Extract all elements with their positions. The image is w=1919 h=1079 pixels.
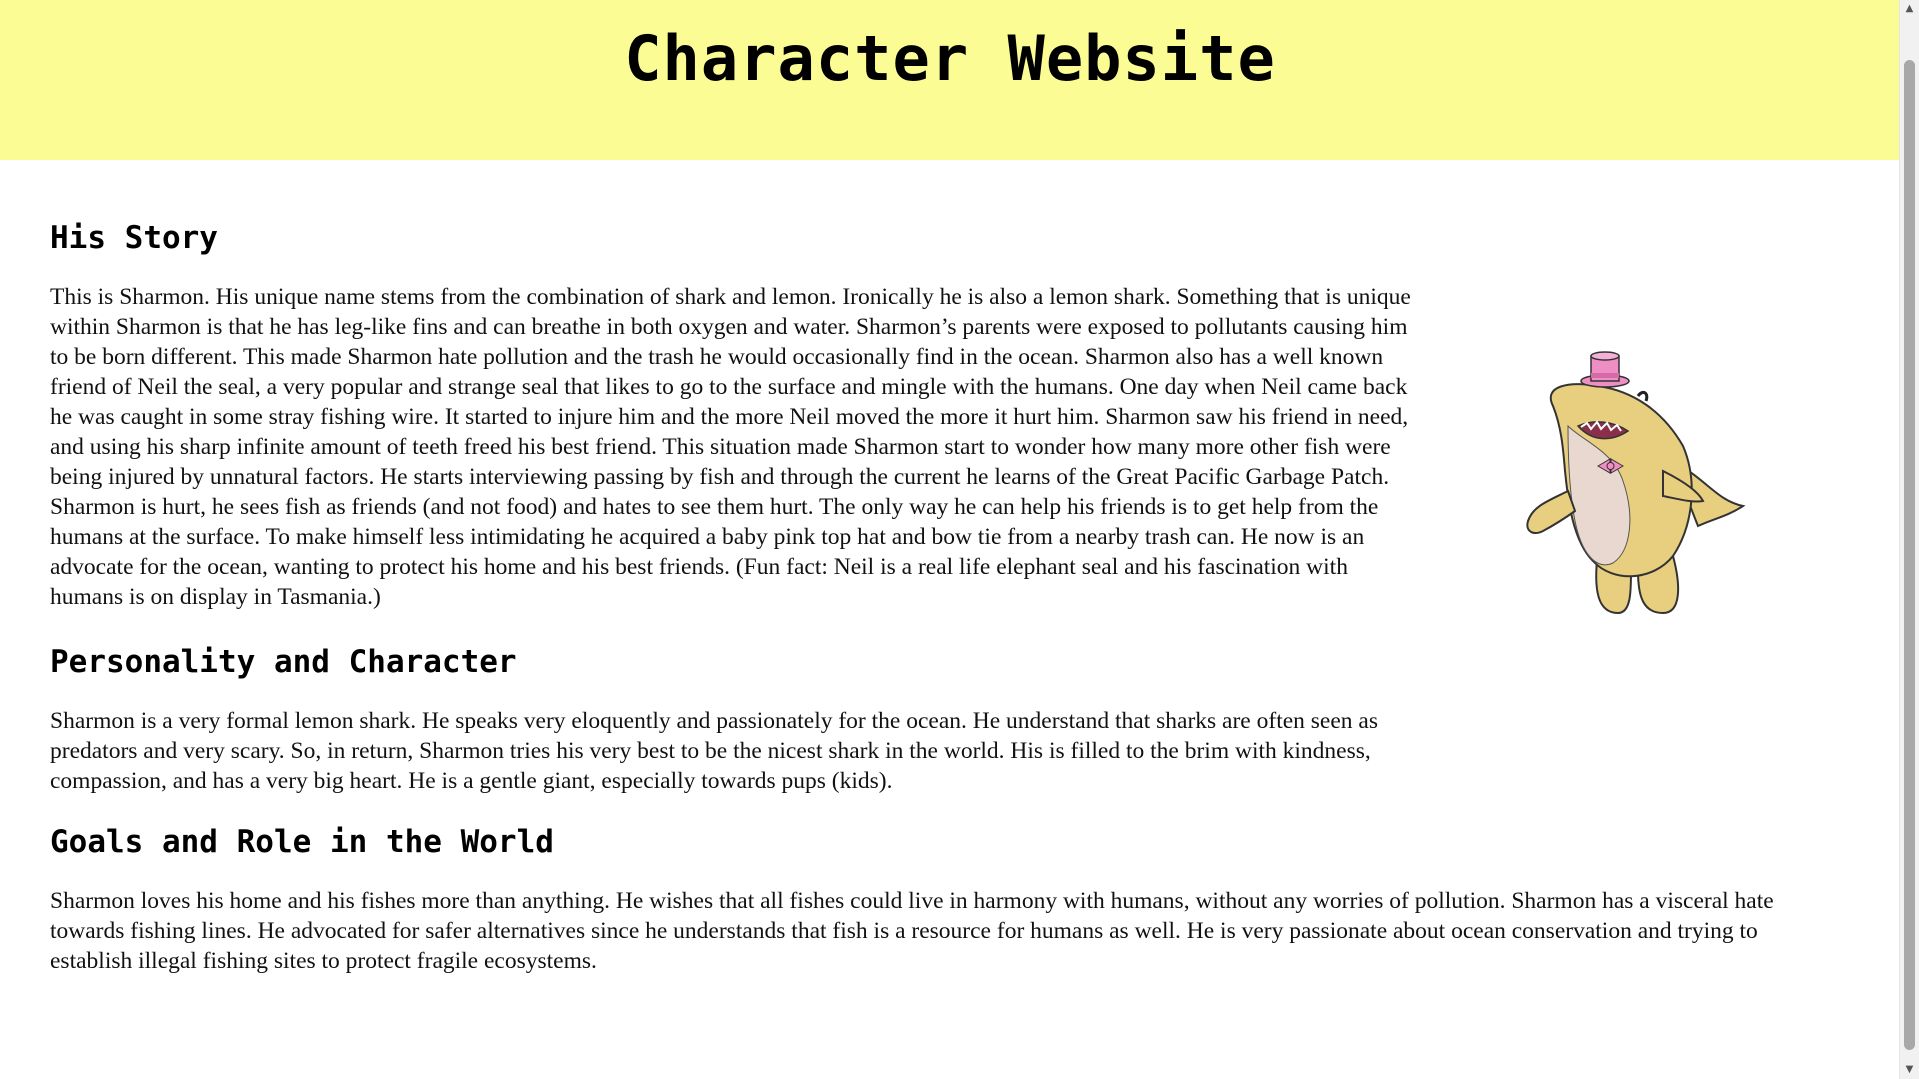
page-title: Character Website: [624, 22, 1276, 95]
shark-character-image: [1513, 351, 1753, 621]
personality-paragraph: Sharmon is a very formal lemon shark. He speaks very eloquently and passionately for the ocean. He understand that sharks are often seen as predators and very scary. So, in return, Sharmon tries his very best to be the nicest shark in the world. His is filled to the brim with kindness, compassion, and has a very big heart. He is a gentle giant, especially towards pups (kids).: [50, 708, 1378, 794]
personality-section: [50, 644, 1850, 796]
story-heading: His Story: [50, 220, 218, 256]
story-paragraph: This is Sharmon. His unique name stems from the combination of shark and lemon. Ironically he is also a lemon shark. Something that is unique within Sharmon is that he has leg-like fins and can breathe in both oxygen and water. Sharmon’s parents were exposed to pollutants causing him to be born different. This made Sharmon hate pollution and the trash he would occasionally find in the ocean. Sharmon also has a well known friend of Neil the seal, a very popular and strange seal that likes to go to the surface and mingle with the humans. One day when Neil came back he was caught in some stray fishing wire. It started to injure him and the more Neil moved the more it hurt him. Sharmon saw his friend in need, and using his sharp infinite amount of teeth freed his best friend. This situation made Sharmon start to wonder how many more other fish were being injured by unnatural factors. He starts interviewing passing by fish and through the current he learns of the Great Pacific Garbage Patch. Sharmon is hurt, he sees fish as friends (and not food) and hates to see them hurt. The only way he can help his friends is to get help from the humans at the surface. To make himself less intimidating he acquired a baby pink top hat and bow tie from a nearby trash can. He now is an advocate for the ocean, wanting to protect his home and his best friends. (Fun fact: Neil is a real life elephant seal and his fascination with humans is on display in Tasmania.): [50, 284, 1411, 610]
scroll-down-arrow-icon[interactable]: ▼: [1905, 1064, 1914, 1075]
goals-paragraph: Sharmon loves his home and his fishes more than anything. He wishes that all fishes could live in harmony with humans, without any worries of pollution. Sharmon has a visceral hate towards fishing lines. He advocated for safer alternatives since he understands that fish is a resource for humans as well. He is very passionate about ocean conservation and trying to establish illegal fishing sites to protect fragile ecosystems.: [50, 888, 1774, 974]
scroll-up-arrow-icon[interactable]: ▲: [1905, 3, 1914, 14]
scroll-thumb[interactable]: [1904, 60, 1915, 1050]
goals-heading: Goals and Role in the World: [50, 824, 554, 860]
story-section: [50, 220, 1415, 632]
personality-heading: Personality and Character: [50, 644, 517, 680]
vertical-scrollbar[interactable]: [1899, 0, 1919, 1079]
character-figure: [1415, 231, 1850, 621]
goals-section: [50, 824, 1850, 976]
main-content: [0, 160, 1900, 976]
story-row: [50, 220, 1850, 632]
site-header: [0, 0, 1900, 160]
